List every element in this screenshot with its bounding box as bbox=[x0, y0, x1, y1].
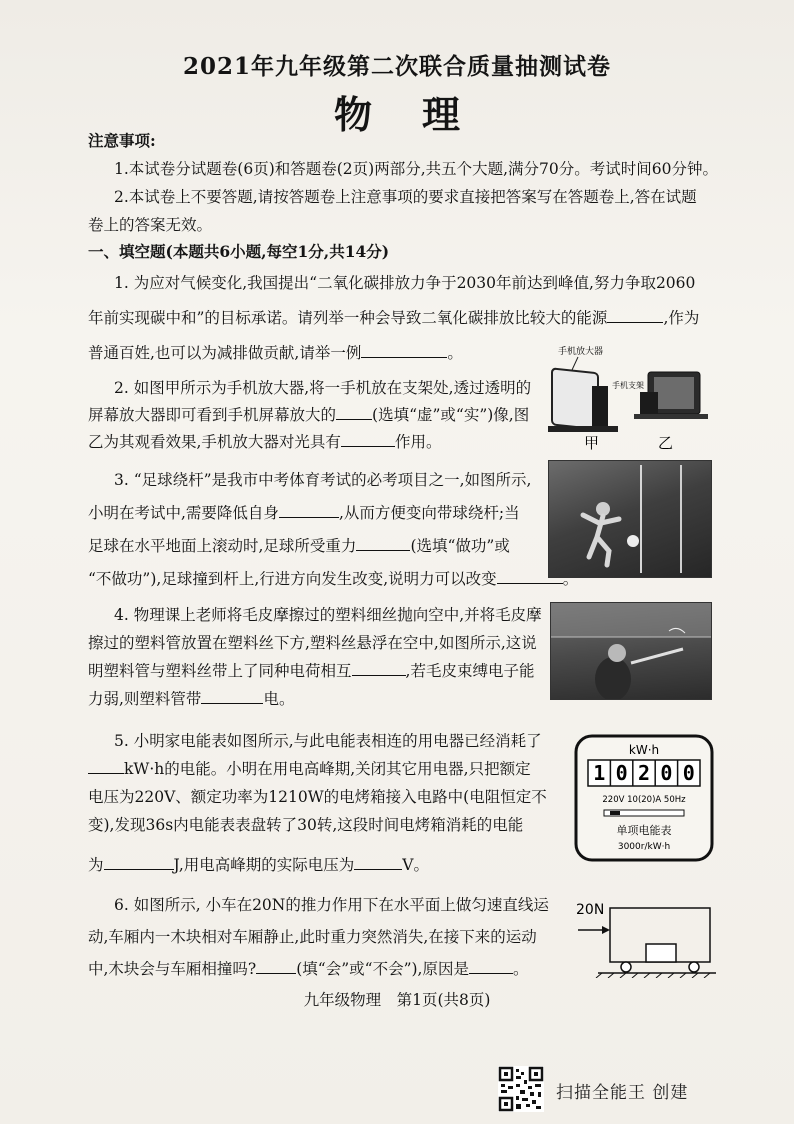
q2-text: 作用。 bbox=[394, 433, 442, 451]
q6-text: 。 bbox=[512, 960, 529, 978]
notes-item-1: 1.本试卷分试题卷(6页)和答题卷(2页)两部分,共五个大题,满分70分。考试时间60分钟。 bbox=[114, 160, 719, 178]
label-stand: 手机支架 bbox=[612, 381, 644, 390]
q5-line-3: 电压为220V、额定功率为1210W的电烤箱接入电路中(电阻恒定不 bbox=[88, 788, 547, 806]
q2-line-1: 2. 如图甲所示为手机放大器,将一手机放在支架处,透过透明的 bbox=[114, 379, 532, 397]
q1-text: 年前实现碳中和”的目标承诺。请列举一种会导致二氧化碳排放比较大的能源 bbox=[88, 309, 608, 327]
q3-line-2 bbox=[88, 496, 520, 531]
q4-line-4 bbox=[88, 682, 294, 717]
q3-text: ,从而方便变向带球绕杆;当 bbox=[338, 504, 520, 522]
q4-text: ,若毛皮束缚电子能 bbox=[405, 662, 535, 680]
q6-blank-collide[interactable] bbox=[256, 955, 296, 974]
exam-title: 2021年九年级第二次联合质量抽测试卷 bbox=[182, 53, 611, 80]
q4-text: 明塑料管与塑料丝带上了同种电荷相互 bbox=[88, 662, 352, 680]
q4-line-1: 4. 物理课上老师将毛皮摩擦过的塑料细丝抛向空中,并将毛皮摩 bbox=[114, 606, 542, 624]
q1-text: ,作为 bbox=[663, 309, 700, 327]
q2-line-3 bbox=[88, 425, 441, 460]
q1-text: 普通百姓,也可以为减排做贡献,请举一例 bbox=[88, 344, 362, 362]
football-photo bbox=[548, 460, 712, 578]
exam-subject: 物理 bbox=[333, 92, 510, 137]
page-footer: 九年级物理 第1页(共8页) bbox=[303, 991, 491, 1009]
q5-line-4: 变),发现36s内电能表表盘转了30转,这段时间电烤箱消耗的电能 bbox=[88, 816, 524, 834]
q3-text: 小明在考试中,需要降低自身 bbox=[88, 504, 279, 522]
q3-text: “不做功”),足球撞到杆上,行进方向发生改变,说明力可以改变 bbox=[88, 570, 497, 588]
notes-item-2-line-1: 2.本试卷上不要答题,请按答题卷上注意事项的要求直接把答案写在答题卷上,答在试题 bbox=[114, 188, 697, 206]
force-label: 20N bbox=[576, 902, 605, 918]
meter-digit: 0 bbox=[615, 761, 628, 785]
q2-blank-image-type[interactable] bbox=[336, 401, 372, 420]
meter-spec: 220V 10(20)A 50Hz bbox=[602, 795, 686, 805]
section-heading: 一、填空题(本题共6小题,每空1分,共14分) bbox=[88, 242, 390, 261]
meter-digit: 1 bbox=[593, 761, 606, 785]
q2-text: 屏幕放大器即可看到手机屏幕放大的 bbox=[88, 406, 337, 424]
meter-unit: kW·h bbox=[628, 743, 660, 757]
q3-blank-center[interactable] bbox=[279, 499, 339, 518]
notes-heading: 注意事项: bbox=[88, 131, 156, 150]
q5-blank-voltage[interactable] bbox=[354, 851, 402, 870]
q6-text: (填“会”或“不会”),原因是 bbox=[296, 960, 469, 978]
q4-text: 力弱,则塑料管带 bbox=[88, 690, 202, 708]
q3-text: (选填“做功”或 bbox=[410, 537, 510, 555]
q6-line-1: 6. 如图所示, 小车在20N的推力作用下在水平面上做匀速直线运 bbox=[114, 896, 549, 914]
q5-blank-joules[interactable] bbox=[104, 851, 174, 870]
q5-text: kW·h的电能。小明在用电高峰期,关闭其它用电器,只把额定 bbox=[124, 760, 531, 778]
q1-line-2 bbox=[88, 301, 699, 336]
q5-text: J,用电高峰期的实际电压为 bbox=[173, 856, 355, 874]
q5-blank-energy-used[interactable] bbox=[88, 755, 124, 774]
q3-line-4 bbox=[88, 562, 578, 597]
phone-magnifier-figure bbox=[548, 344, 712, 452]
scanner-watermark: 扫描全能王 创建 bbox=[556, 1083, 689, 1103]
meter-digit: 2 bbox=[638, 761, 651, 785]
qr-code-icon bbox=[498, 1066, 544, 1112]
plastic-rod-photo bbox=[550, 602, 712, 700]
meter-rate: 3000r/kW·h bbox=[617, 842, 671, 852]
q5-text: 为 bbox=[88, 856, 104, 874]
q5-line-5 bbox=[88, 848, 429, 883]
cart-figure bbox=[574, 896, 718, 978]
q2-blank-effect[interactable] bbox=[341, 428, 395, 447]
notes-item-2-line-2: 卷上的答案无效。 bbox=[88, 216, 213, 234]
meter-digit: 0 bbox=[682, 761, 695, 785]
q1-line-3 bbox=[88, 336, 463, 371]
q2-text: (选填“虚”或“实”)像,图 bbox=[372, 406, 530, 424]
q5-line-1: 5. 小明家电能表如图所示,与此电能表相连的用电器已经消耗了 bbox=[114, 732, 542, 750]
q3-line-3 bbox=[88, 529, 510, 564]
electric-meter-figure bbox=[574, 734, 714, 862]
q1-blank-energy[interactable] bbox=[607, 304, 663, 323]
label-magnifier: 手机放大器 bbox=[558, 347, 604, 357]
q6-blank-reason[interactable] bbox=[469, 955, 513, 974]
q4-blank-interaction[interactable] bbox=[352, 657, 406, 676]
q4-text: 电。 bbox=[263, 690, 295, 708]
label-jia: 甲 bbox=[584, 434, 600, 452]
meter-digit: 0 bbox=[660, 761, 673, 785]
q2-text: 乙为其观看效果,手机放大器对光具有 bbox=[88, 433, 341, 451]
meter-name: 单项电能表 bbox=[616, 824, 672, 837]
q5-text: V。 bbox=[402, 856, 429, 874]
q1-line-1: 1. 为应对气候变化,我国提出“二氧化碳排放力争于2030年前达到峰值,努力争取2060 bbox=[114, 274, 696, 292]
q3-line-1: 3. “足球绕杆”是我市中考体育考试的必考项目之一,如图所示, bbox=[114, 471, 532, 489]
q6-line-3 bbox=[88, 952, 528, 987]
label-yi: 乙 bbox=[658, 434, 674, 452]
q6-line-2: 动,车厢内一木块相对车厢静止,此时重力突然消失,在接下来的运动 bbox=[88, 928, 537, 946]
q1-blank-example[interactable] bbox=[361, 339, 447, 358]
q3-blank-work[interactable] bbox=[356, 532, 410, 551]
q6-text: 中,木块会与车厢相撞吗? bbox=[88, 960, 257, 978]
q3-text: 足球在水平地面上滚动时,足球所受重力 bbox=[88, 537, 357, 555]
q4-blank-charge[interactable] bbox=[201, 685, 263, 704]
q1-text: 。 bbox=[447, 344, 463, 362]
q4-line-2: 擦过的塑料管放置在塑料丝下方,塑料丝悬浮在空中,如图所示,这说 bbox=[88, 634, 537, 652]
